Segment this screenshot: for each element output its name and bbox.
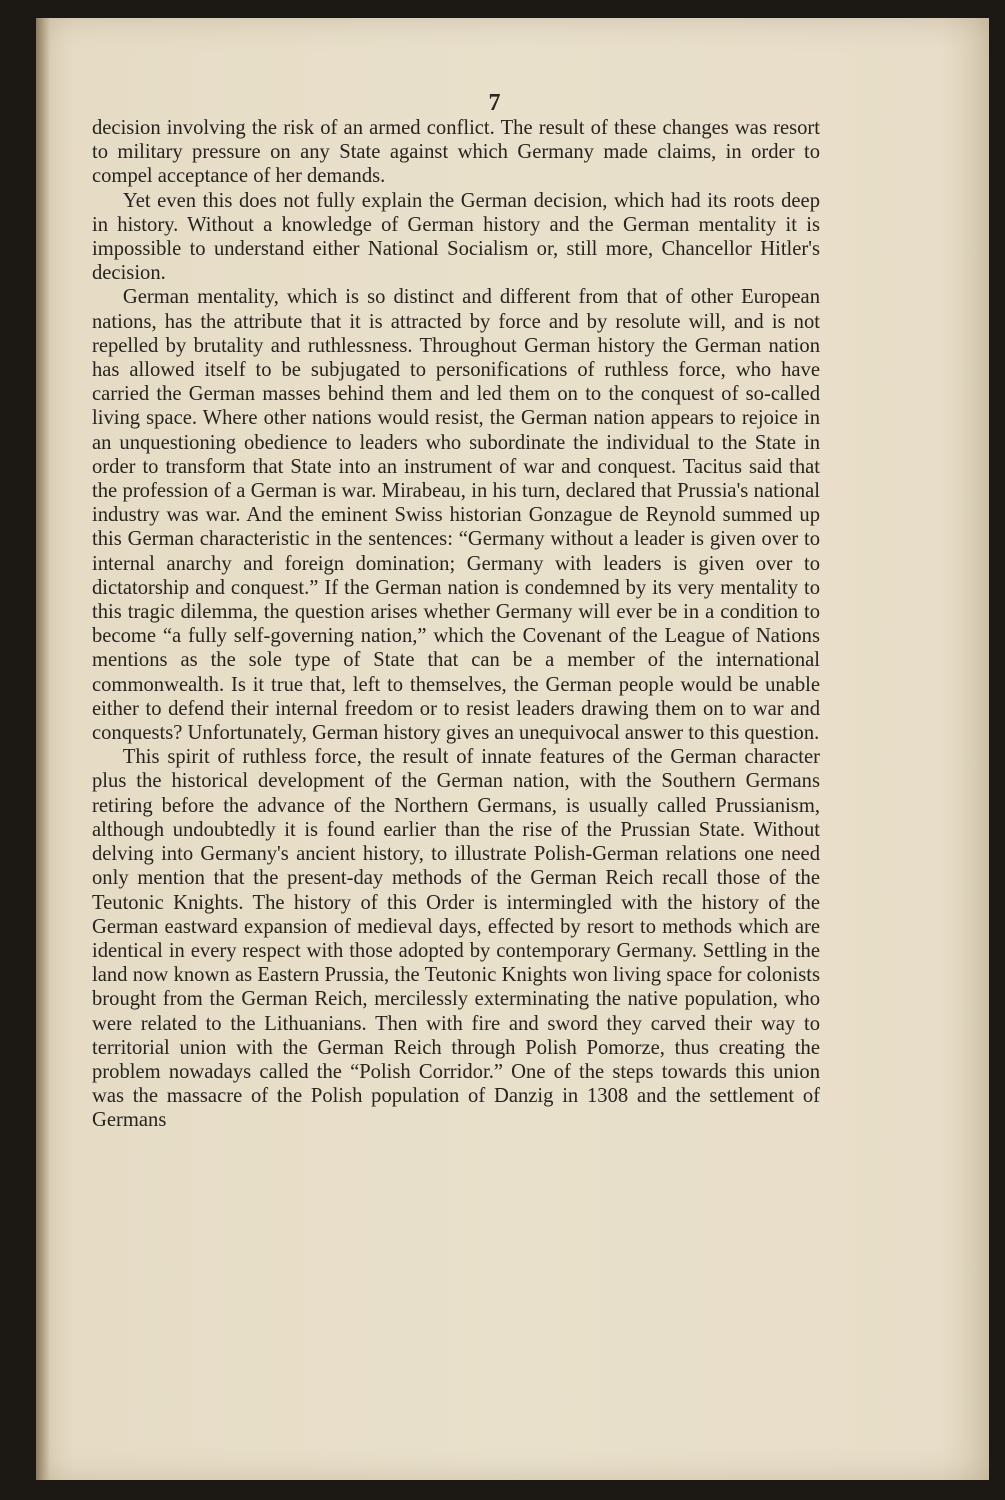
paragraph: decision involving the risk of an armed conflict. The result of these changes was resort to military pressure on any State against which Germany made claims, in order to compel acceptance of her demands. [92, 117, 820, 188]
page-binding-edge [36, 18, 50, 1480]
page-number: 7 [488, 90, 501, 116]
paragraph: Yet even this does not fully explain the German decision, which had its roots deep in history. Without a knowledge of German history and the German mentality it is impossible to understand either National Socialism or, still more, Chancellor Hitler's decision. [92, 189, 820, 285]
body-text [92, 116, 820, 1133]
paragraph: German mentality, which is so distinct and different from that of other European nations, has the attribute that it is attracted by force and by resolute will, and is not repelled by brutality and ruthlessness. Throughout German history the German nation has allowed itself to be subjugated to personifications of ruthless force, who have carried the German masses behind them and led them on to the conquest of so-called living space. Where other nations would resist, the German nation appears to rejoice in an unquestioning obedience to leaders who subordinate the individual to the State in order to transform that State into an instrument of war and conquest. Tacitus said that the profession of a German is war. Mirabeau, in his turn, declared that Prussia's national industry was war. And the eminent Swiss historian Gonzague de Reynold summed up this German characteristic in the sentences: “Germany without a leader is given over to internal anarchy and foreign domination; Germany with leaders is given over to dictatorship and conquest.” If the German nation is condemned by its very mentality to this tragic dilemma, the question arises whether Germany will ever be in a condition to become “a fully self-governing nation,” which the Covenant of the League of Nations mentions as the sole type of State that can be a member of the international commonwealth. Is it true that, left to themselves, the German people would be unable either to defend their internal freedom or to resist leaders drawing them on to war and conquests? Unfortunately, German history gives an unequivocal answer to this question. [92, 286, 820, 745]
paragraph: This spirit of ruthless force, the result of innate features of the German character plus the historical development of the German nation, with the Southern Germans retiring before the advance of the Northern Germans, is usually called Prussianism, although undoubtedly it is found earlier than the rise of the Prussian State. Without delving into Germany's ancient history, to illustrate Polish-German relations one need only mention that the present-day methods of the German Reich recall those of the Teutonic Knights. The history of this Order is intermingled with the history of the German eastward expansion of medieval days, effected by resort to methods which are identical in every respect with those adopted by contemporary Germany. Settling in the land now known as Eastern Prussia, the Teutonic Knights won living space for colonists brought from the German Reich, mercilessly exterminating the native population, who were related to the Lithuanians. Then with fire and sword they carved their way to territorial union with the German Reich through Polish Pomorze, thus creating the problem nowadays called the “Polish Corridor.” One of the steps towards this union was the massacre of the Polish population of Danzig in 1308 and the settlement of Germans [92, 746, 820, 1132]
